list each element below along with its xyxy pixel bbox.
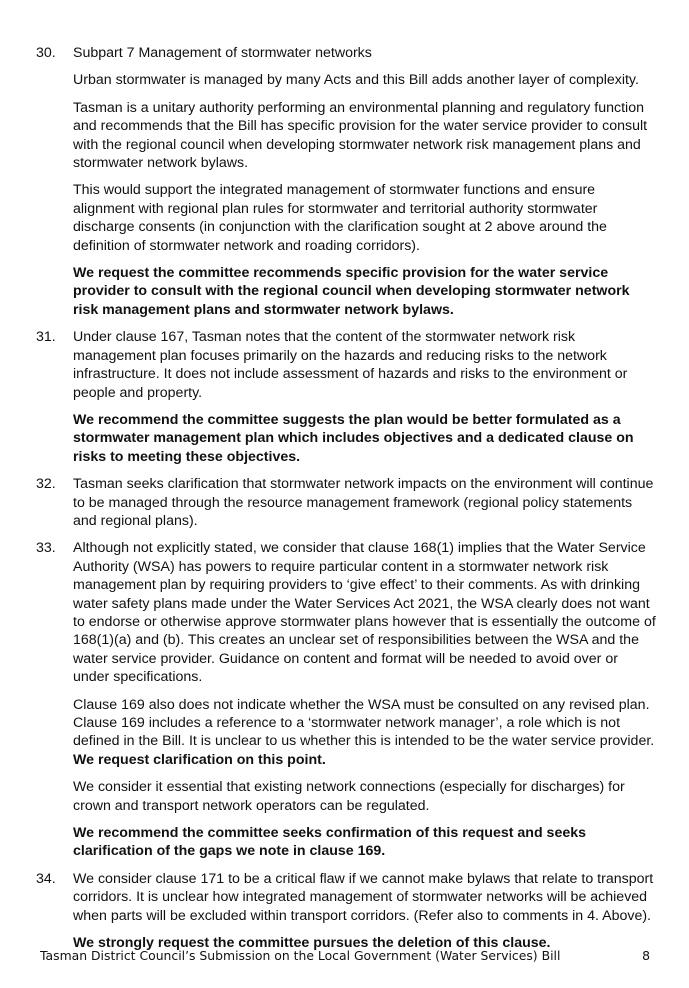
recommendation-paragraph: We strongly request the committee pursues the deletion of this clause. bbox=[73, 935, 551, 952]
paragraph: Tasman seeks clarification that stormwater network impacts on the environment will continue to be managed through the resource management framework (regional policy statements and regional plans). bbox=[73, 476, 654, 529]
paragraph: Although not explicitly stated, we consider that clause 168(1) implies that the Water Service Authority (WSA) has powers to require particular content in a stormwater network risk management plan by requiring providers to ‘give effect’ to their comments. As with drinking water safety plans made under the Water Services Act 2021, the WSA clearly does not want to endorse or otherwise approve stormwater plans however that is essentially the outcome of 168(1)(a) and (b). This creates an unclear set of responsibilities between the WSA and the water service provider. Guidance on content and format will be needed to avoid over or under specifications. bbox=[73, 540, 656, 686]
paragraph: We consider it essential that existing network connections (especially for discharges) for crown and transport network operators can be regulated. bbox=[73, 779, 625, 814]
item-number: 32. bbox=[36, 476, 56, 493]
item-number: 33. bbox=[36, 540, 56, 557]
paragraph: Under clause 167, Tasman notes that the content of the stormwater network risk management plan focuses primarily on the hazards and reducing risks to the network infrastructure. It does not include assessment of hazards and risks to the environment or people and property. bbox=[73, 329, 628, 401]
list-item-33 bbox=[36, 539, 656, 861]
paragraph: This would support the integrated management of stormwater functions and ensure alignment with regional plan rules for stormwater and territorial authority stormwater discharge consents (in conjunction with the clarification sought at 2 above around the definition of stormwater network and roading corridors). bbox=[73, 182, 607, 254]
paragraph-with-request bbox=[73, 696, 656, 770]
item-number: 30. bbox=[36, 45, 56, 61]
recommendation-paragraph: We recommend the committee suggests the plan would be better formulated as a stormwater management plan which includes objectives and a dedicated clause on risks to meeting these objectives. bbox=[73, 411, 634, 465]
page-number: 8 bbox=[642, 948, 650, 963]
paragraph: Tasman is a unitary authority performing an environmental planning and regulatory function and recommends that the Bill has specific provision for the water service provider to consult with the regional council when developing stormwater network risk management plans and stormwater network bylaws. bbox=[73, 99, 648, 172]
inline-request: We request clarification on this point. bbox=[73, 751, 326, 768]
item-number: 31. bbox=[36, 329, 56, 346]
page-footer bbox=[40, 948, 650, 964]
item-number: 34. bbox=[36, 870, 56, 887]
document-body bbox=[36, 44, 656, 961]
list-item-31 bbox=[36, 328, 656, 466]
list-item-34 bbox=[36, 870, 656, 953]
footer-title: Tasman District Council’s Submission on the Local Government (Water Services) Bill bbox=[40, 948, 561, 963]
paragraph: We consider clause 171 to be a critical flaw if we cannot make bylaws that relate to transport corridors. It is unclear how integrated management of stormwater networks will be achieved when parts will be excluded within transport corridors. (Refer also to comments in 4. Above). bbox=[73, 870, 654, 924]
recommendation-paragraph: We request the committee recommends specific provision for the water service provider to consult with the regional council when developing stormwater network risk management plans and stormwater network bylaws. bbox=[73, 265, 630, 318]
section-heading: Subpart 7 Management of stormwater networks bbox=[73, 45, 372, 61]
paragraph: Urban stormwater is managed by many Acts and this Bill adds another layer of complexity. bbox=[73, 72, 639, 89]
list-item-30 bbox=[36, 44, 656, 319]
recommendation-paragraph: We recommend the committee seeks confirmation of this request and seeks clarification of the gaps we note in clause 169. bbox=[73, 825, 587, 860]
list-item-32 bbox=[36, 475, 656, 530]
paragraph-text: Clause 169 also does not indicate whether the WSA must be consulted on any revised plan. Clause 169 includes a reference to a ‘stormwater network manager’, a role which is not defined in the Bill. It is unclear to us whether this is intended to be the water service provider. bbox=[73, 696, 655, 750]
